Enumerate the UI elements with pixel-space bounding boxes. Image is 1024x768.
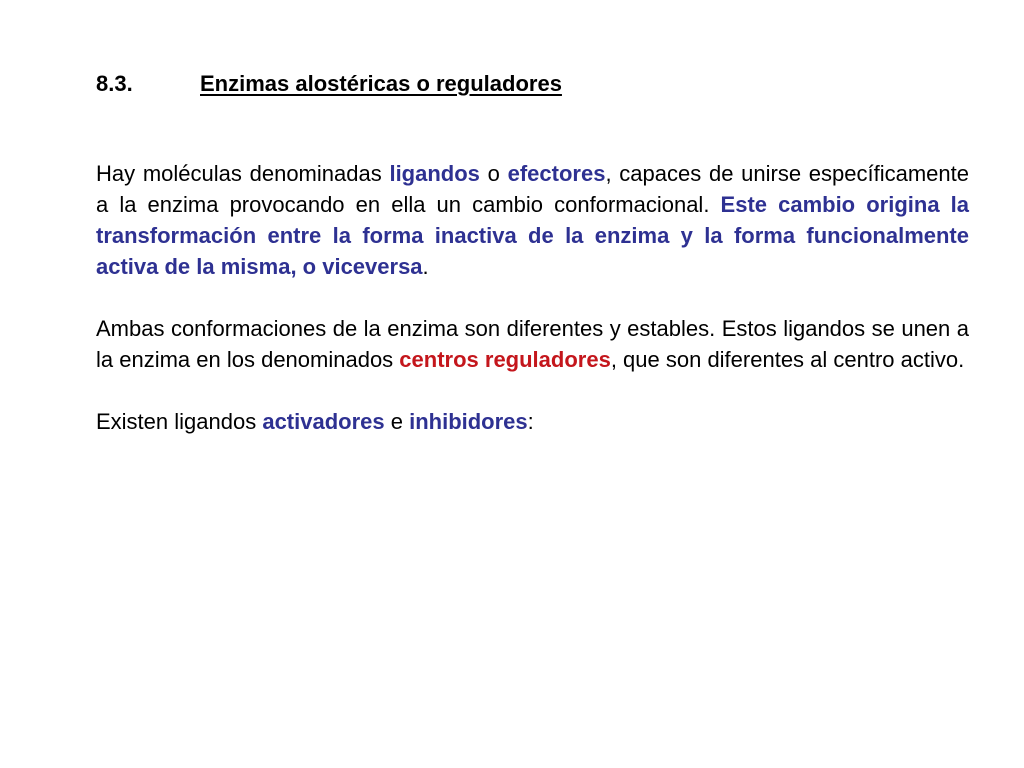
paragraph-conformations xyxy=(96,313,969,375)
paragraph3-text-3: : xyxy=(527,409,534,434)
paragraph1-text-2: o xyxy=(479,161,508,186)
paragraph3-text-1: Existen ligandos xyxy=(96,409,263,434)
section-heading xyxy=(96,68,562,100)
term-centros-reguladores: centros reguladores xyxy=(399,347,611,372)
body-text xyxy=(96,158,969,437)
section-number: 8.3. xyxy=(96,71,133,96)
paragraph2-text-1: Ambas conformaciones de la enzima son diferentes y estables. Estos ligandos se unen a la enzima en los denominados xyxy=(96,316,969,372)
term-efectores: efectores xyxy=(507,161,606,186)
term-activadores: activadores xyxy=(262,409,385,434)
term-inhibidores: inhibidores xyxy=(409,409,528,434)
paragraph-ligands xyxy=(96,158,969,282)
paragraph2-text-2: , que son diferentes al centro activo. xyxy=(610,347,965,372)
paragraph1-text-1: Hay moléculas denominadas xyxy=(96,161,390,186)
section-title: Enzimas alostéricas o reguladores xyxy=(200,71,562,96)
term-ligandos: ligandos xyxy=(389,161,480,186)
paragraph1-text-3: , capaces de unirse específicamente a la enzima provocando en ella un cambio conformacional. xyxy=(96,161,970,217)
paragraph3-text-2: e xyxy=(384,409,410,434)
highlight-transformation: Este cambio origina la transformación entre la forma inactiva de la enzima y la forma funcionalmente activa de la misma, o viceversa xyxy=(96,192,969,279)
paragraph-ligand-types xyxy=(96,406,969,437)
paragraph1-text-4: . xyxy=(422,254,429,279)
